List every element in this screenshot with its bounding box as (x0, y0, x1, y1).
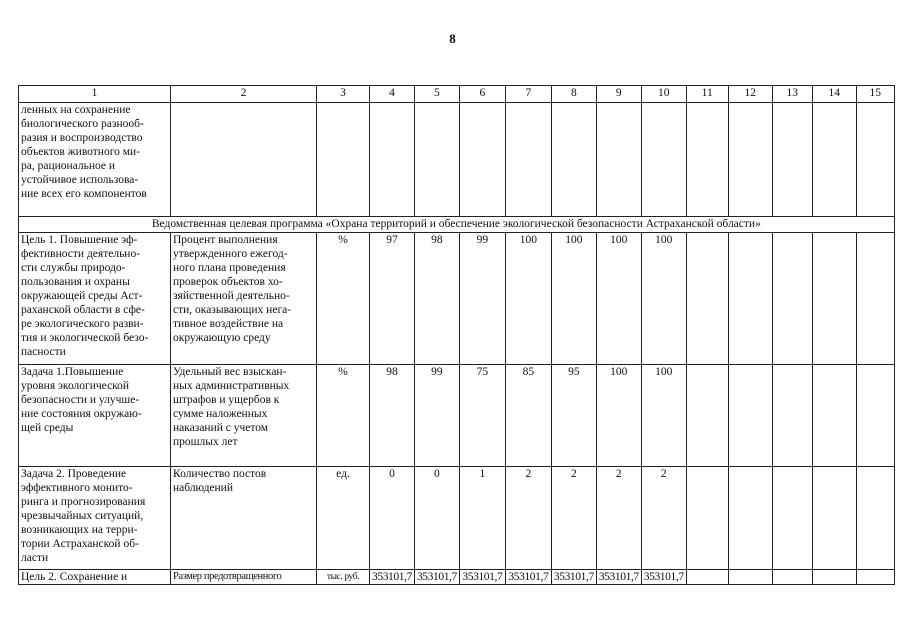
value-cell: 100 (596, 233, 641, 365)
column-header: 7 (505, 86, 551, 103)
indicator-text: Процент выполнения утвержденного ежегод- ного плана проведения проверок объектов хо- зяйственной деятельно- сти, оказывающих нега- тивное воздействие на окружающую среду (171, 233, 317, 365)
column-header: 10 (641, 86, 686, 103)
column-header: 12 (728, 86, 772, 103)
value-cell: 353101,7 (459, 570, 505, 585)
value-cell: 2 (505, 467, 551, 570)
value-cell: 353101,7 (596, 570, 641, 585)
section-title: Ведомственная целевая программа «Охрана территорий и обеспечение экологической безопасности Астраханской области» (19, 217, 895, 233)
value-cell: 95 (551, 365, 596, 467)
unit-cell: тыс. руб. (317, 570, 370, 585)
value-cell: 100 (596, 365, 641, 467)
goal-text: Цель 2. Сохранение и (19, 570, 171, 585)
column-header: 1 (19, 86, 171, 103)
unit-cell: % (317, 233, 370, 365)
column-header: 6 (459, 86, 505, 103)
unit-cell: % (317, 365, 370, 467)
task-text: Задача 1.Повышение уровня экологической безопасности и улучше- ние состояния окружаю- щей среды (19, 365, 171, 467)
task-text: Задача 2. Проведение эффективного монито- ринга и прогнозирования чрезвычайных ситуаций, возникающих на терри- тории Астраханской об- ласти (19, 467, 171, 570)
table-row (19, 233, 895, 365)
column-header: 9 (596, 86, 641, 103)
indicator-text: Размер предотвращенного (171, 570, 317, 585)
column-header: 2 (171, 86, 317, 103)
value-cell: 99 (414, 365, 459, 467)
table-row (19, 570, 895, 585)
column-header: 14 (812, 86, 856, 103)
value-cell: 85 (505, 365, 551, 467)
value-cell: 353101,7 (370, 570, 415, 585)
value-cell: 2 (641, 467, 686, 570)
column-header: 15 (856, 86, 894, 103)
indicators-table (18, 85, 895, 585)
value-cell: 1 (459, 467, 505, 570)
indicator-text: Удельный вес взыскан- ных административных штрафов и ущербов к сумме наложенных наказаний с учетом прошлых лет (171, 365, 317, 467)
value-cell: 100 (505, 233, 551, 365)
value-cell: 100 (641, 233, 686, 365)
goal-text: Цель 1. Повышение эф- фективности деятельно- сти службы природо- пользования и охраны окружающей среды Аст- раханской области в сфе- ре экологического разви- тия и экологической безо- пасности (19, 233, 171, 365)
value-cell: 2 (551, 467, 596, 570)
column-header: 4 (370, 86, 415, 103)
value-cell: 100 (641, 365, 686, 467)
value-cell: 97 (370, 233, 415, 365)
value-cell: 99 (459, 233, 505, 365)
goal-text: ленных на сохранение биологического разнооб- разия и воспроизводство объектов животного ми- ра, рациональное и устойчивое использова- ние всех его компонентов (19, 103, 171, 217)
value-cell: 0 (414, 467, 459, 570)
table-row (19, 365, 895, 467)
value-cell: 75 (459, 365, 505, 467)
unit-cell: ед. (317, 467, 370, 570)
column-header: 3 (317, 86, 370, 103)
value-cell: 353101,7 (641, 570, 686, 585)
section-row (19, 217, 895, 233)
table-row (19, 467, 895, 570)
value-cell: 98 (370, 365, 415, 467)
column-header: 13 (772, 86, 812, 103)
value-cell: 2 (596, 467, 641, 570)
indicator-text: Количество постов наблюдений (171, 467, 317, 570)
value-cell: 353101,7 (505, 570, 551, 585)
column-header: 5 (414, 86, 459, 103)
value-cell: 98 (414, 233, 459, 365)
value-cell: 353101,7 (551, 570, 596, 585)
value-cell: 353101,7 (414, 570, 459, 585)
column-header: 8 (551, 86, 596, 103)
value-cell: 0 (370, 467, 415, 570)
value-cell: 100 (551, 233, 596, 365)
page-number: 8 (449, 31, 456, 46)
continuation-row (19, 103, 895, 217)
column-number-row (19, 86, 895, 103)
column-header: 11 (686, 86, 728, 103)
